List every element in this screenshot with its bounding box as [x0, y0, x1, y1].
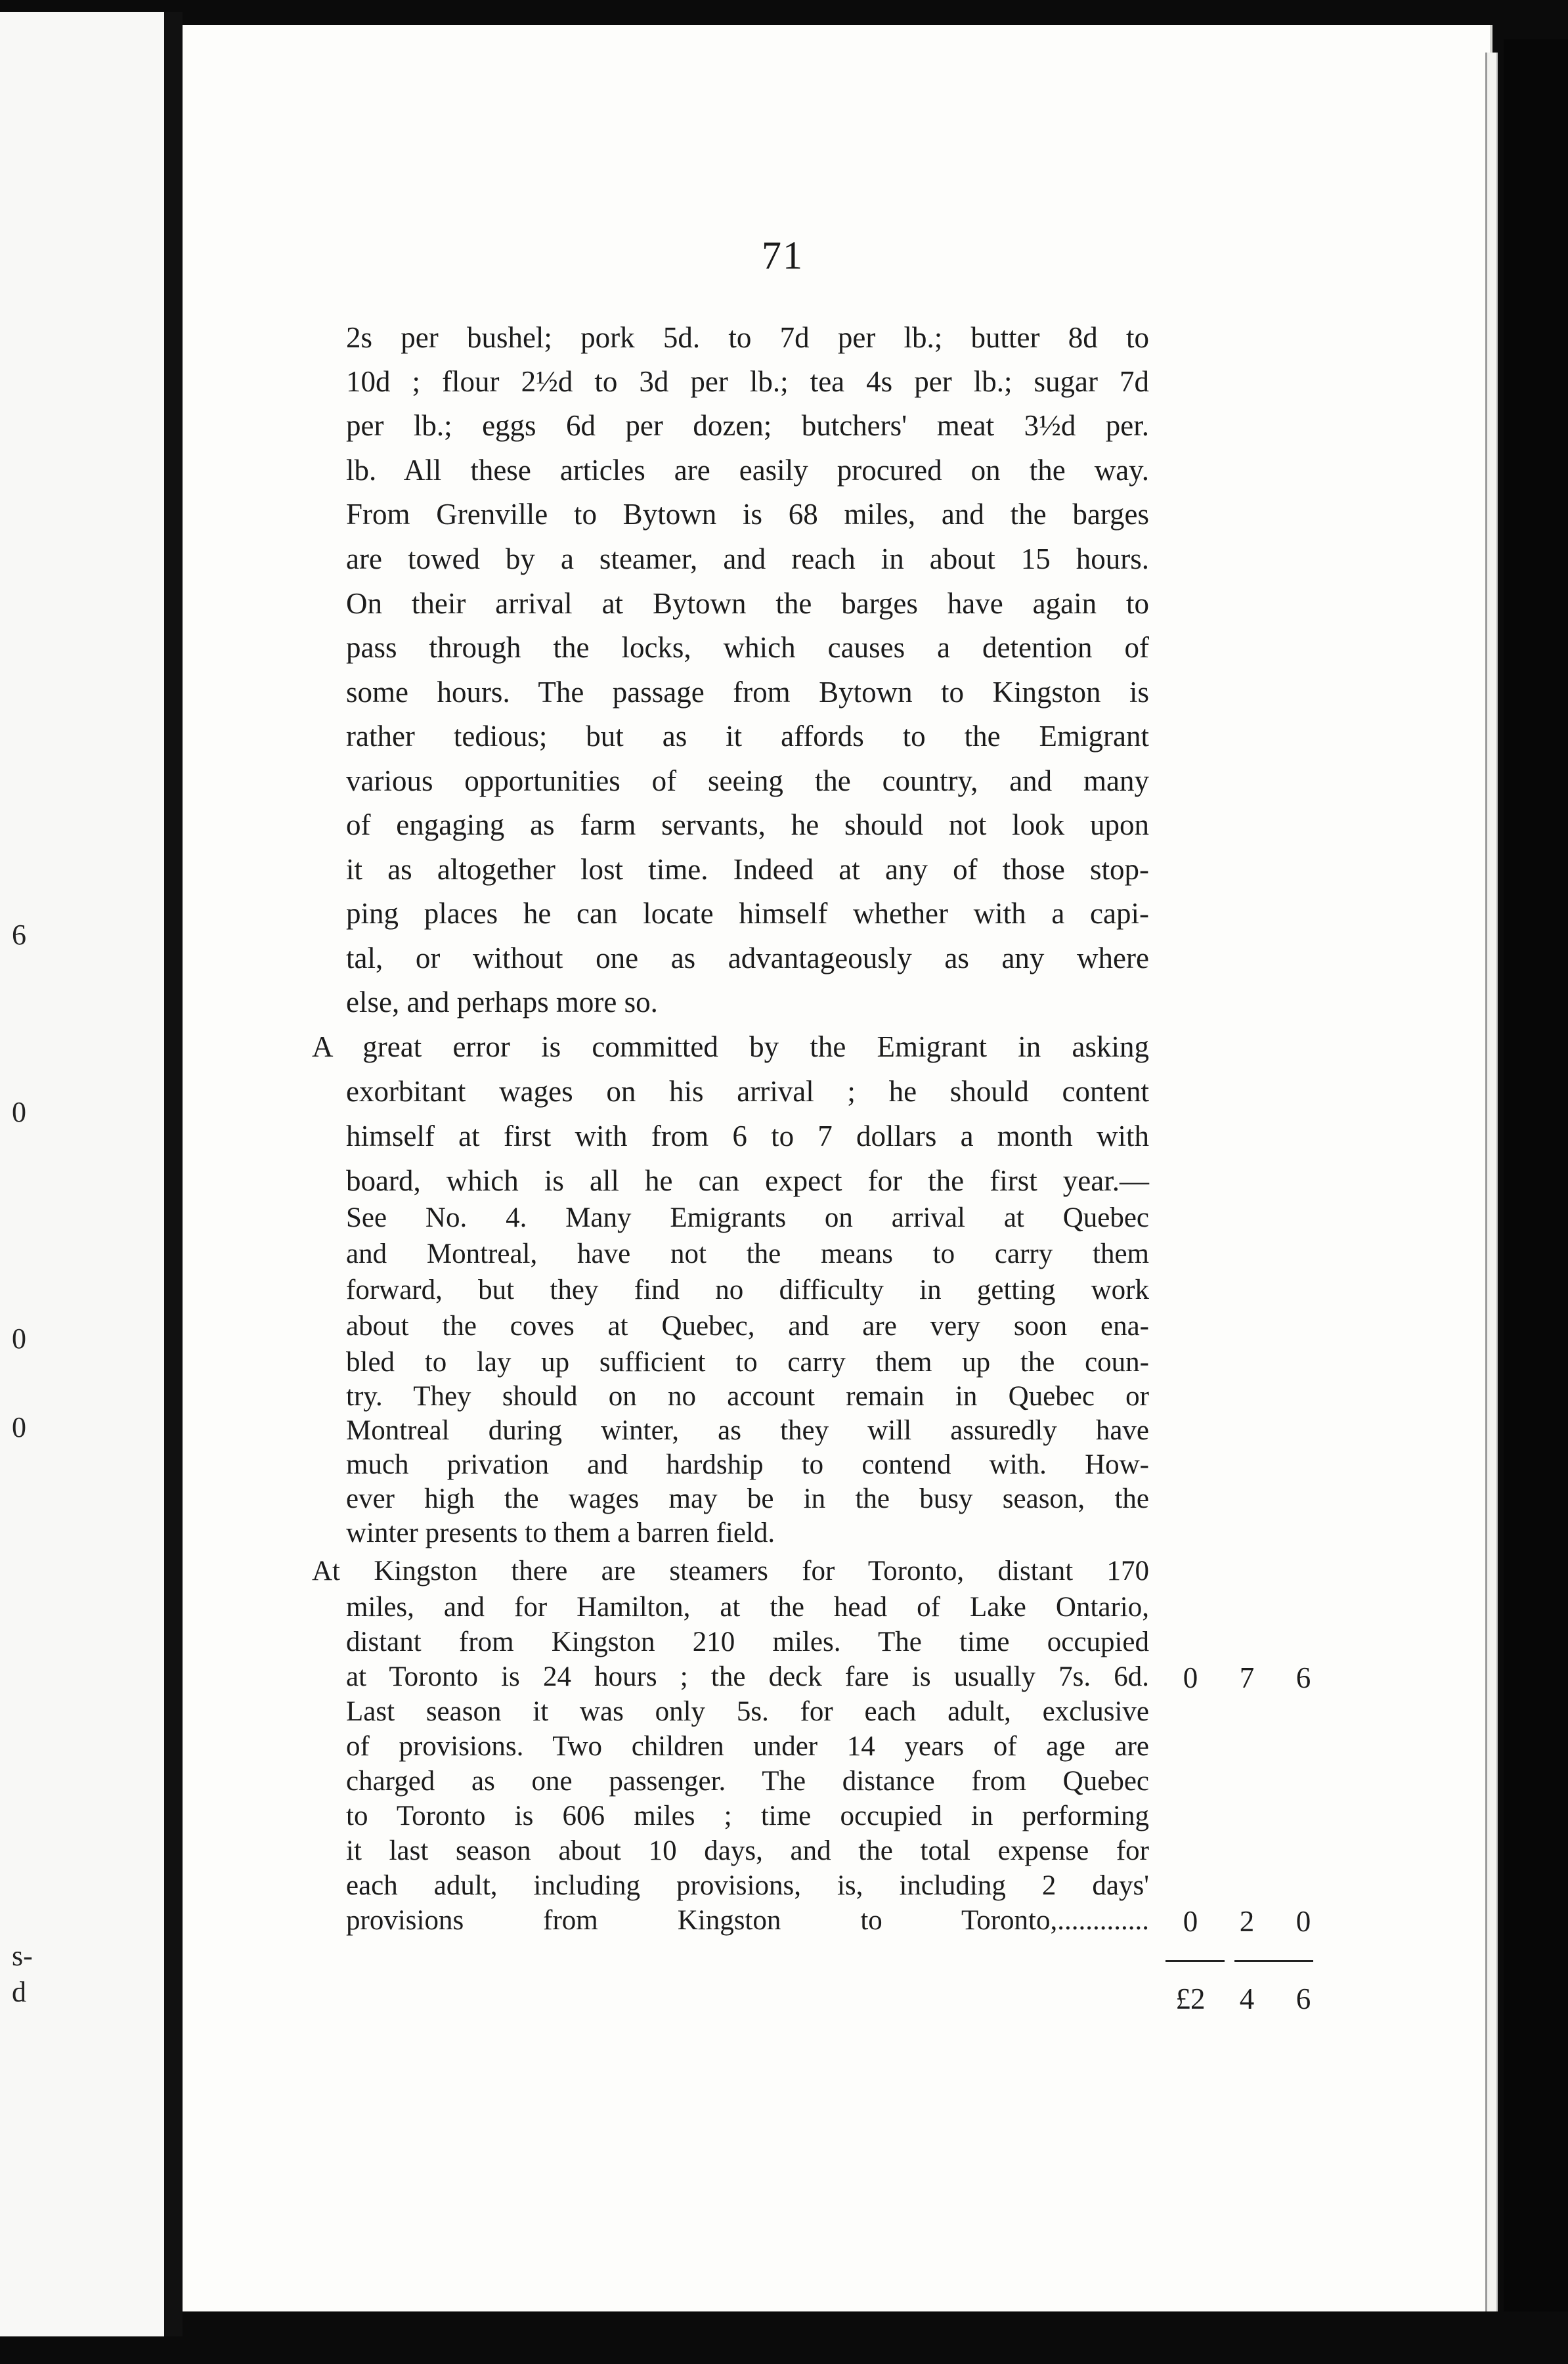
text-line: 10d ; flour 2½d to 3d per lb.; tea 4s per lb.; sugar 7d: [346, 365, 1149, 398]
text-line: exorbitant wages on his arrival ; he should content: [346, 1075, 1149, 1108]
sum-rule: [1165, 1960, 1225, 1962]
text-line: to Toronto is 606 miles ; time occupied in performing: [346, 1801, 1149, 1831]
text-line: forward, but they find no difficulty in getting work: [346, 1275, 1149, 1305]
text-line: ever high the wages may be in the busy season, the: [346, 1483, 1149, 1514]
text-line: ping places he can locate himself whether with a capi-: [346, 897, 1149, 930]
text-line: A great error is committed by the Emigrant in asking: [312, 1030, 1149, 1063]
text-line: rather tedious; but as it affords to the Emigrant: [346, 720, 1149, 753]
pence-value: 0: [1296, 1905, 1311, 1938]
page-number: 71: [762, 234, 804, 277]
binding-gutter: [164, 12, 183, 2336]
text-line: charged as one passenger. The distance from Quebec: [346, 1766, 1149, 1797]
text-line: Montreal during winter, as they will assuredly have: [346, 1415, 1149, 1446]
facing-page: [0, 12, 168, 2336]
text-line: it last season about 10 days, and the total expense for: [346, 1835, 1149, 1866]
shillings-value: 2: [1239, 1905, 1255, 1938]
amount-provisions: [1162, 1904, 1332, 1938]
sum-rule: [1234, 1960, 1313, 1962]
amount-total: [1162, 1982, 1332, 2016]
shillings-value: 7: [1239, 1661, 1255, 1694]
text-line: miles, and for Hamilton, at the head of Lake Ontario,: [346, 1592, 1149, 1623]
margin-fragment: s-: [12, 1940, 33, 1972]
text-line: are towed by a steamer, and reach in about 15 hours.: [346, 542, 1149, 575]
margin-fragment: d: [12, 1976, 26, 2008]
text-line: Last season it was only 5s. for each adult, exclusive: [346, 1696, 1149, 1727]
pence-value: 6: [1296, 1982, 1311, 2015]
text-line: board, which is all he can expect for the first year.—: [346, 1164, 1149, 1197]
text-line: distant from Kingston 210 miles. The time occupied: [346, 1627, 1149, 1657]
text-line: some hours. The passage from Bytown to Kingston is: [346, 676, 1149, 709]
text-line: at Toronto is 24 hours ; the deck fare is usually 7s. 6d.: [346, 1661, 1149, 1692]
page-edge: [1485, 53, 1498, 2311]
amount-deck-fare: [1162, 1661, 1332, 1695]
text-line: See No. 4. Many Emigrants on arrival at Quebec: [346, 1202, 1149, 1233]
text-line: winter presents to them a barren field.: [346, 1518, 775, 1548]
text-line: 2s per bushel; pork 5d. to 7d per lb.; butter 8d to: [346, 321, 1149, 354]
text-line: provisions from Kingston to Toronto,.............: [346, 1905, 1149, 1936]
text-line: On their arrival at Bytown the barges have again to: [346, 587, 1149, 620]
text-line: try. They should on no account remain in Quebec or: [346, 1381, 1149, 1412]
text-line: At Kingston there are steamers for Toronto, distant 170: [312, 1556, 1149, 1587]
text-line: various opportunities of seeing the country, and many: [346, 764, 1149, 797]
shillings-value: 4: [1239, 1982, 1255, 2015]
margin-fragment: 6: [12, 919, 26, 951]
margin-fragment: 0: [12, 1411, 26, 1443]
text-line: per lb.; eggs 6d per dozen; butchers' meat 3½d per.: [346, 409, 1149, 442]
text-line: else, and perhaps more so.: [346, 986, 658, 1018]
text-line: himself at first with from 6 to 7 dollars a month with: [346, 1120, 1149, 1152]
pounds-value: £2: [1175, 1982, 1206, 2015]
margin-fragment: 0: [12, 1323, 26, 1355]
text-line: each adult, including provisions, is, including 2 days': [346, 1870, 1149, 1901]
text-line: bled to lay up sufficient to carry them up the coun-: [346, 1347, 1149, 1378]
pounds-value: 0: [1183, 1661, 1198, 1694]
text-line: pass through the locks, which causes a detention of: [346, 631, 1149, 664]
text-line: about the coves at Quebec, and are very soon ena-: [346, 1311, 1149, 1342]
pence-value: 6: [1296, 1661, 1311, 1694]
text-line: and Montreal, have not the means to carry them: [346, 1238, 1149, 1269]
text-line: much privation and hardship to contend with. How-: [346, 1449, 1149, 1480]
margin-fragment: 0: [12, 1096, 26, 1128]
text-line: it as altogether lost time. Indeed at any of those stop-: [346, 853, 1149, 886]
text-line: of engaging as farm servants, he should not look upon: [346, 808, 1149, 841]
text-line: of provisions. Two children under 14 years of age are: [346, 1731, 1149, 1762]
text-line: tal, or without one as advantageously as any where: [346, 942, 1149, 974]
text-line: From Grenville to Bytown is 68 miles, and the barges: [346, 498, 1149, 531]
pounds-value: 0: [1183, 1905, 1198, 1938]
text-line: lb. All these articles are easily procured on the way.: [346, 454, 1149, 487]
scan-background: [1504, 39, 1568, 2311]
